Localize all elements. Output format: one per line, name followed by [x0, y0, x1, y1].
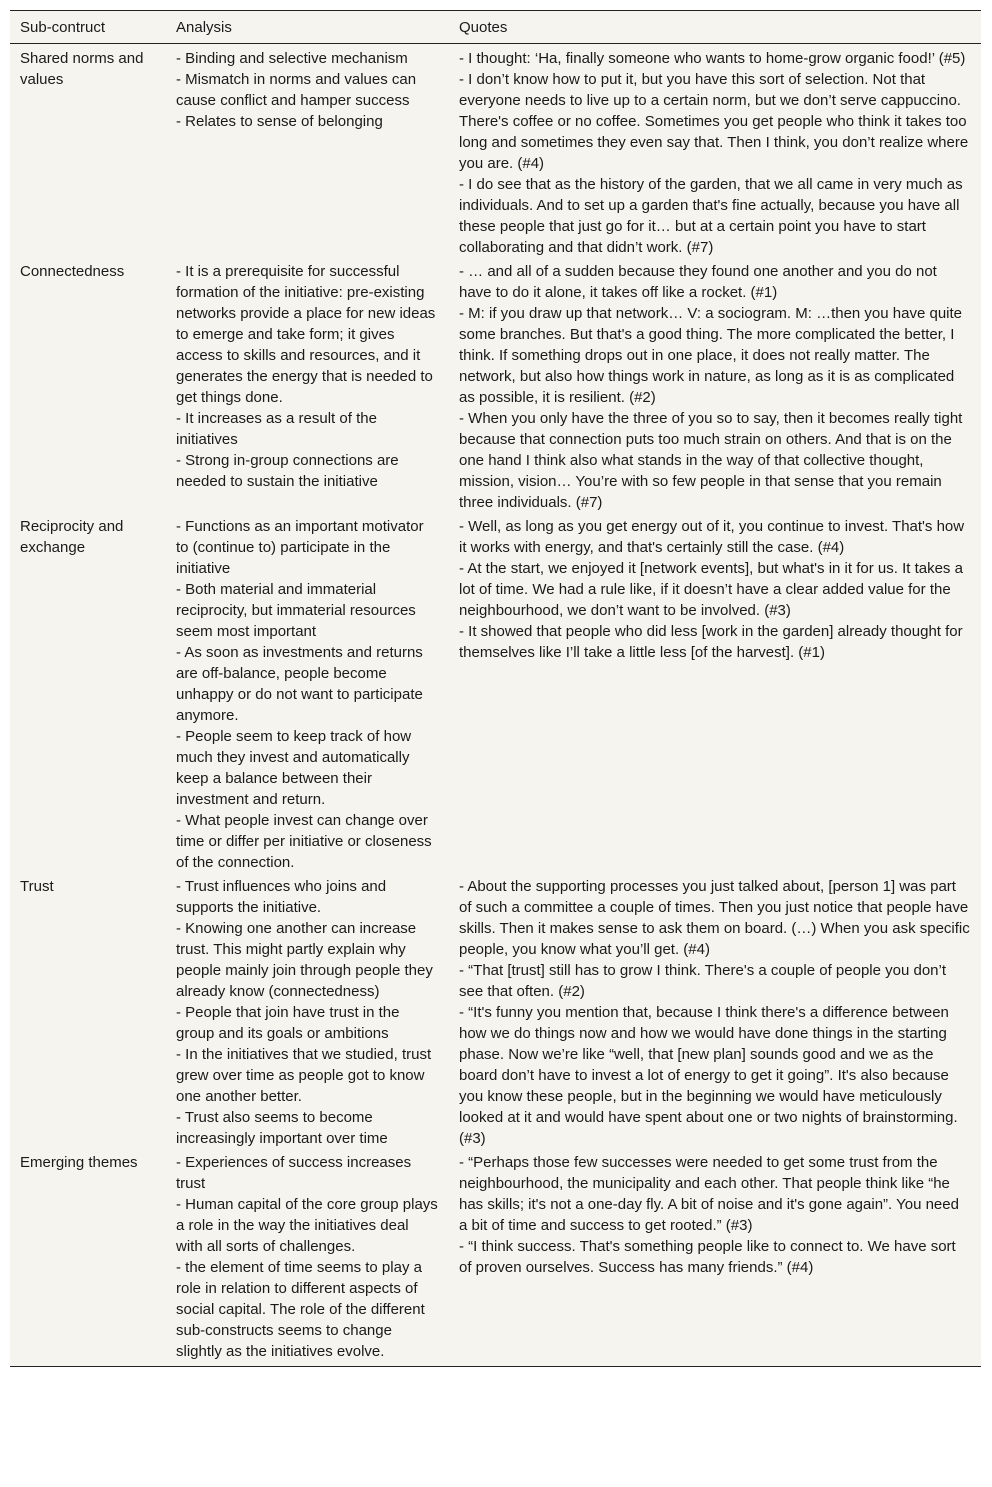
quote: - Well, as long as you get energy out of it, you continue to invest. That's how it works with energy, and that's certainly still the case. (#4)	[459, 518, 965, 556]
analysis-point: - People that join have trust in the group and its goals or ambitions	[176, 1004, 400, 1042]
table-body	[10, 44, 981, 1367]
quotes-cell	[449, 44, 981, 259]
table-row	[10, 44, 981, 259]
analysis-cell	[166, 44, 449, 259]
analysis-point: - As soon as investments and returns are off-balance, people become unhappy or do not want to participate anymore.	[176, 644, 423, 724]
analysis-point: - It increases as a result of the initiatives	[176, 410, 377, 448]
table-header	[10, 11, 981, 44]
table-row	[10, 873, 981, 1149]
quote: - I don’t know how to put it, but you have this sort of selection. Not that everyone needs to live up to a certain norm, but we don’t serve cappuccino. There's coffee or no coffee. Sometimes you get people who think it takes too long and sometimes they even say that. Then I think, you don’t realize where you are. (#4)	[459, 71, 969, 172]
analysis-point: - What people invest can change over time or differ per initiative or closeness of the connection.	[176, 812, 432, 871]
subconstruct-cell	[10, 258, 166, 513]
subconstruct-cell	[10, 513, 166, 873]
quotes-cell	[449, 873, 981, 1149]
quote: - I thought: ‘Ha, finally someone who wants to home-grow organic food!’ (#5)	[459, 50, 966, 67]
quote: - At the start, we enjoyed it [network events], but what's in it for us. It takes a lot of time. We had a rule like, if it doesn’t have a clear added value for the neighbourhood, we don’t want to be involved. (#3)	[459, 560, 963, 619]
header-row	[10, 11, 981, 44]
column-header-subconstruct: Sub-contruct	[10, 11, 166, 44]
table-row	[10, 1149, 981, 1366]
subconstruct-label: Trust	[20, 878, 54, 895]
subconstruct-label: Reciprocity and exchange	[20, 518, 124, 556]
subconstruct-cell	[10, 44, 166, 259]
quote: - About the supporting processes you just talked about, [person 1] was part of such a committee a couple of times. Then you just notice that people have skills. Then it makes sense to ask them on board. (…) When you ask specific people, you know what you’ll get. (#4)	[459, 878, 970, 958]
table-row	[10, 258, 981, 513]
subconstruct-cell	[10, 873, 166, 1149]
quote: - “I think success. That's something people like to connect to. We have sort of proven ourselves. Success has many friends.” (#4)	[459, 1238, 956, 1276]
quotes-cell	[449, 258, 981, 513]
analysis-point: - Knowing one another can increase trust. This might partly explain why people mainly join through people they already know (connectedness)	[176, 920, 433, 1000]
quotes-cell	[449, 1149, 981, 1366]
subconstruct-label: Shared norms and values	[20, 50, 144, 88]
column-header-quotes: Quotes	[449, 11, 981, 44]
analysis-point: - Trust influences who joins and supports the initiative.	[176, 878, 387, 916]
analysis-point: - Functions as an important motivator to (continue to) participate in the initiative	[176, 518, 424, 577]
quote: - “It's funny you mention that, because I think there's a difference between how we do things now and how we would have done things in the starting phase. Now we’re like “well, that [new plan] sounds good and we as the board don’t have to invest a lot of energy to get it going”. It's also because you know these people, but in the beginning we would have meticulously looked at it and would have spent about one or two nights of brainstorming. (#3)	[459, 1004, 958, 1147]
quotes-cell	[449, 513, 981, 873]
analysis-cell	[166, 258, 449, 513]
analysis-cell	[166, 513, 449, 873]
quote: - M: if you draw up that network… V: a sociogram. M: …then you have quite some branches. But that's a good thing. The more complicated the better, I think. If something drops out in one place, it does not really matter. The network, but also how things work in nature, as long as it is as complicated as possible, it is resilient. (#2)	[459, 305, 963, 406]
column-header-analysis: Analysis	[166, 11, 449, 44]
analysis-point: - It is a prerequisite for successful formation of the initiative: pre-existing networks provide a place for new ideas to emerge and take form; it gives access to skills and resources, and it generates the energy that is needed to get things done.	[176, 263, 436, 406]
analysis-point: - Human capital of the core group plays a role in the way the initiatives deal with all sorts of challenges.	[176, 1196, 438, 1255]
analysis-point: - Trust also seems to become increasingly important over time	[176, 1109, 388, 1147]
analysis-point: - Binding and selective mechanism	[176, 50, 408, 67]
quote: - It showed that people who did less [work in the garden] already thought for themselves like I’ll take a little less [of the harvest]. (#1)	[459, 623, 963, 661]
analysis-cell	[166, 873, 449, 1149]
table-row	[10, 513, 981, 873]
quote: - “Perhaps those few successes were needed to get some trust from the neighbourhood, the municipality and each other. That people think like “he has skills; it's not a one-day fly. A bit of noise and it's gone again”. You need a bit of time and success to get rooted.” (#3)	[459, 1154, 959, 1234]
analysis-point: - Strong in-group connections are needed to sustain the initiative	[176, 452, 399, 490]
analysis-point: - People seem to keep track of how much they invest and automatically keep a balance between their investment and return.	[176, 728, 412, 808]
analysis-point: - In the initiatives that we studied, trust grew over time as people got to know one another better.	[176, 1046, 432, 1105]
subconstruct-cell	[10, 1149, 166, 1366]
quote: - I do see that as the history of the garden, that we all came in very much as individuals. And to set up a garden that's fine actually, because you have all these people that just go for it… but at a certain point you have to start collaborating and that didn’t work. (#7)	[459, 176, 963, 256]
social-capital-table	[10, 11, 981, 1366]
analysis-point: - Experiences of success increases trust	[176, 1154, 412, 1192]
quote: - … and all of a sudden because they found one another and you do not have to do it alone, it takes off like a rocket. (#1)	[459, 263, 937, 301]
social-capital-table-wrapper	[10, 10, 981, 1367]
subconstruct-label: Connectedness	[20, 263, 125, 280]
analysis-point: - Relates to sense of belonging	[176, 113, 383, 130]
analysis-point: - Mismatch in norms and values can cause conflict and hamper success	[176, 71, 417, 109]
analysis-point: - Both material and immaterial reciprocity, but immaterial resources seem most important	[176, 581, 416, 640]
analysis-cell	[166, 1149, 449, 1366]
subconstruct-label: Emerging themes	[20, 1154, 138, 1171]
analysis-point: - the element of time seems to play a role in relation to different aspects of social capital. The role of the different sub-constructs seems to change slightly as the initiatives evolve.	[176, 1259, 425, 1360]
quote: - When you only have the three of you so to say, then it becomes really tight because that connection puts too much strain on others. And that is on the one hand I think also what stands in the way of that collective thought, mission, vision… You’re with so few people in that sense that you remain three individuals. (#7)	[459, 410, 963, 511]
quote: - “That [trust] still has to grow I think. There's a couple of people you don’t see that often. (#2)	[459, 962, 947, 1000]
